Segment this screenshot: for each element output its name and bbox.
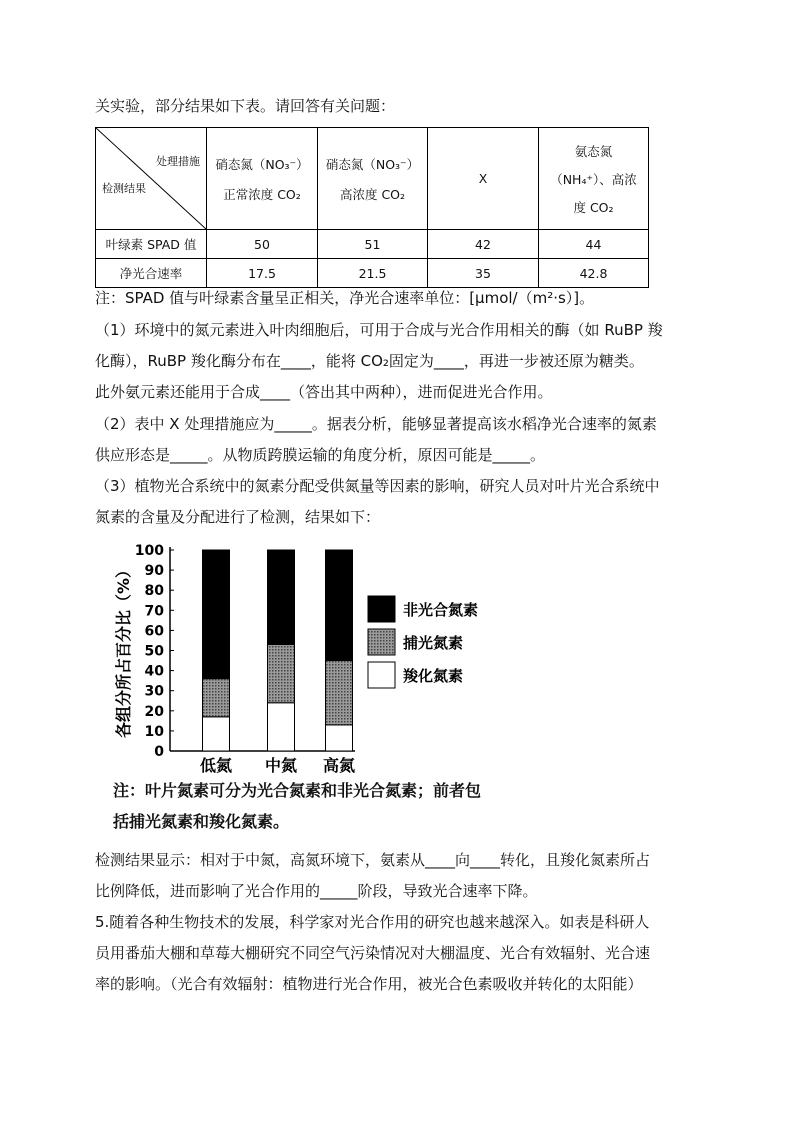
q2-line-1: （2）表中 X 处理措施应为_____。据表分析，能够显著提高该水稻净光合速率的氮素 [95,415,657,433]
x-tick-label: 中氮 [264,756,298,775]
corner-bottom-label: 检测结果 [102,182,146,195]
table-cell: 50 [207,230,318,259]
bar-segment [268,703,295,751]
y-tick-label: 0 [154,744,164,760]
col-header-4: 氨态氮 （NH₄⁺）、高浓 度 CO₂ [539,128,649,230]
col-header-2: 硝态氮（NO₃⁻） 高浓度 CO₂ [318,128,428,230]
q1-line-3: 此外氨元素还能用于合成____（答出其中两种），进而促进光合作用。 [95,383,553,401]
chart-note-line-2: 括捕光氮素和羧化氮素。 [113,812,290,831]
legend-swatch [368,596,395,622]
q5-line-3: 率的影响。（光合有效辐射：植物进行光合作用，被光合色素吸收并转化的太阳能） [95,975,643,993]
y-tick-label: 60 [144,623,164,640]
q2-line-2: 供应形态是_____。从物质跨膜运输的角度分析，原因可能是_____。 [95,446,546,464]
chart-svg [95,535,515,775]
y-tick-label: 100 [134,543,164,559]
y-tick-label: 50 [144,643,164,660]
table-cell: 42.8 [539,259,649,288]
nitrogen-chart [95,535,515,779]
results-table [95,127,649,288]
y-tick-label: 70 [144,603,164,620]
q3-line-2: 氮素的含量及分配进行了检测，结果如下： [95,508,381,526]
legend-label: 捕光氮素 [403,634,464,652]
table-cell: 17.5 [207,259,318,288]
q5-line-1: 5.随着各种生物技术的发展，科学家对光合作用的研究也越来越深入。如表是科研人 [95,913,650,931]
row-label: 净光合速率 [96,259,207,288]
corner-top-label: 处理措施 [156,155,200,168]
legend-label: 羧化氮素 [403,667,464,685]
bar-segment [203,550,230,679]
bar-segment [203,717,230,751]
table-cell: 51 [318,230,428,259]
table-cell: 21.5 [318,259,428,288]
chart-note-line-1: 注：叶片氮素可分为光合氮素和非光合氮素；前者包 [113,781,482,800]
result-line-2: 比例降低，进而影响了光合作用的_____阶段，导致光合速率下降。 [95,882,538,900]
x-tick-label: 高氮 [322,756,356,775]
q1-line-1: （1）环境中的氮元素进入叶肉细胞后，可用于合成与光合作用相关的酶（如 RuBP 羧 [95,321,663,339]
legend-swatch [368,629,395,655]
table-row [96,259,649,288]
legend-label: 非光合氮素 [403,601,479,619]
result-line-1: 检测结果显示：相对于中氮，高氮环境下，氨素从____向____转化，且羧化氮素所占 [95,851,651,869]
bar-segment [326,661,353,725]
table-corner-header [96,128,207,230]
x-tick-label: 低氮 [199,756,233,775]
y-tick-label: 20 [144,703,164,720]
legend-swatch [368,662,395,688]
q5-line-2: 员用番茄大棚和草莓大棚研究不同空气污染情况对大棚温度、光合有效辐射、光合速 [95,944,651,962]
table-cell: 44 [539,230,649,259]
intro-text: 关实验，部分结果如下表。请回答有关问题： [95,97,396,115]
y-axis-label: 各组分所占百分比（%） [114,561,133,739]
q3-line-1: （3）植物光合系统中的氮素分配受供氮量等因素的影响，研究人员对叶片光合系统中 [95,477,660,495]
table-cell: 35 [428,259,539,288]
col-header-3: X [428,128,539,230]
bar-segment [268,644,295,702]
col-header-1: 硝态氮（NO₃⁻） 正常浓度 CO₂ [207,128,318,230]
bar-segment [326,550,353,661]
bar-segment [268,550,295,644]
y-tick-label: 30 [144,683,164,700]
row-label: 叶绿素 SPAD 值 [96,230,207,259]
y-tick-label: 80 [144,583,164,600]
table-row [96,230,649,259]
table-note: 注：SPAD 值与叶绿素含量呈正相关，净光合速率单位：[μmol/（m²·s）]。 [95,289,595,307]
table-cell: 42 [428,230,539,259]
y-tick-label: 40 [144,663,164,680]
q1-line-2: 化酶），RuBP 羧化酶分布在____，能将 CO₂固定为____，再进一步被还原为糖类。 [95,352,644,370]
y-tick-label: 10 [144,723,164,740]
bar-segment [203,679,230,717]
bar-segment [326,725,353,751]
y-tick-label: 90 [144,563,164,580]
